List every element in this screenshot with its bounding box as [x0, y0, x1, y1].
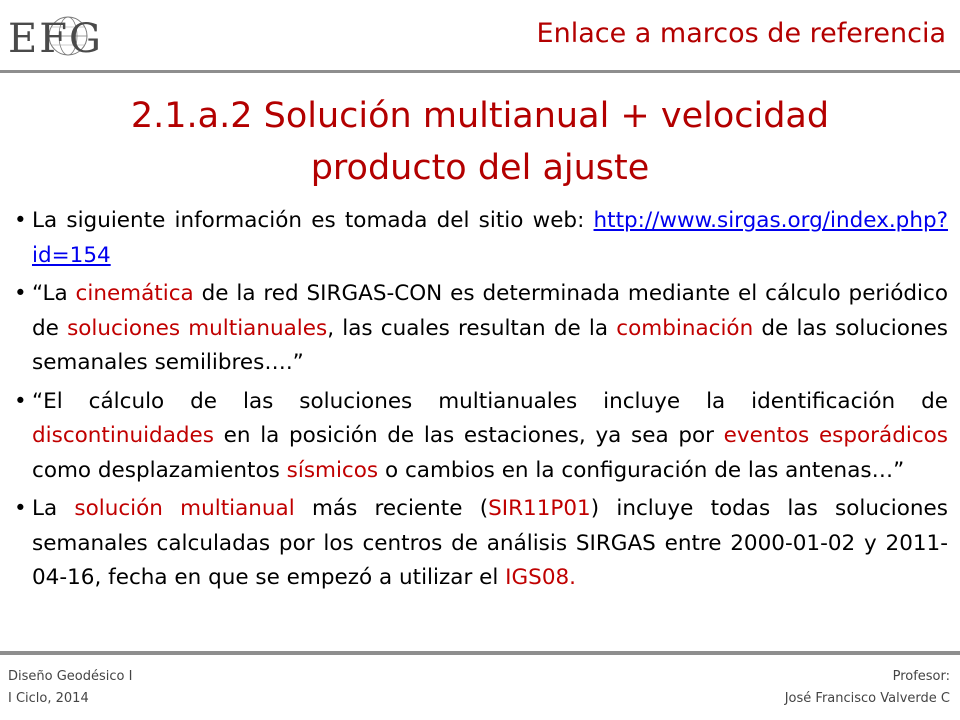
footer-professor-name: José Francisco Valverde C: [784, 691, 950, 706]
bullet-text: La siguiente información es tomada del sitio web:: [32, 208, 594, 233]
bullet-text: como desplazamientos: [32, 457, 287, 483]
footer-course-name: Diseño Geodésico I: [8, 669, 133, 684]
footer-divider: [0, 651, 960, 655]
source-link[interactable]: http://www.sirgas.org/index.php?id=154: [32, 208, 948, 268]
header-divider: [0, 70, 960, 73]
bullet-item-cinematica: [28, 277, 948, 381]
bullet-text: “La: [32, 281, 76, 306]
bullet-text: ) incluye todas las soluciones semanales calculadas por los centros de análisis SIRGAS entre 2000-01-02 y 2011-04-16, fecha en que se empezó a utilizar el: [32, 496, 948, 590]
highlight-term: soluciones multianuales: [67, 315, 328, 341]
bullet-text: , las cuales resultan de la: [327, 315, 617, 341]
slide-title-line1: 2.1.a.2 Solución multianual + velocidad: [130, 96, 830, 136]
slide-title-line2: producto del ajuste: [310, 148, 650, 188]
highlight-term: sísmicos: [286, 457, 379, 483]
highlight-term: SIR11P01: [488, 496, 591, 521]
bullet-item-source: [28, 204, 948, 273]
footer-course-term: I Ciclo, 2014: [8, 691, 89, 706]
bullet-list: [28, 204, 948, 600]
efg-logo-graphic: [4, 6, 122, 64]
highlight-term: eventos esporádicos: [723, 423, 948, 448]
efg-logo: [4, 6, 122, 64]
bullet-text: de las soluciones semanales semilibres….”: [32, 315, 948, 375]
highlight-term: solución multianual: [74, 496, 295, 521]
footer-professor-info: [785, 666, 950, 710]
highlight-term: combinación: [616, 315, 754, 341]
bullet-text: en la posición de las estaciones, ya sea por: [213, 423, 724, 448]
highlight-term: discontinuidades: [32, 423, 214, 448]
highlight-term: IGS08.: [505, 565, 577, 590]
footer-course-info: [8, 666, 132, 710]
footer-professor-label: Profesor:: [892, 669, 950, 684]
bullet-item-solucion: [28, 492, 948, 596]
bullet-item-calculo: [28, 385, 948, 489]
bullet-text: La: [32, 496, 75, 521]
bullet-text: de la red SIRGAS-CON es determinada mediante el cálculo periódico de: [32, 281, 948, 341]
efg-logo-text: EFG: [8, 16, 103, 62]
bullet-text: “El cálculo de las soluciones multianuales incluye la identificación de: [32, 388, 948, 414]
highlight-term: cinemática: [75, 281, 194, 306]
header-title: Enlace a marcos de referencia: [536, 18, 946, 49]
bullet-text: más reciente (: [294, 496, 489, 521]
bullet-text: o cambios en la configuración de las antenas…”: [378, 457, 905, 483]
slide-title: [40, 90, 920, 194]
